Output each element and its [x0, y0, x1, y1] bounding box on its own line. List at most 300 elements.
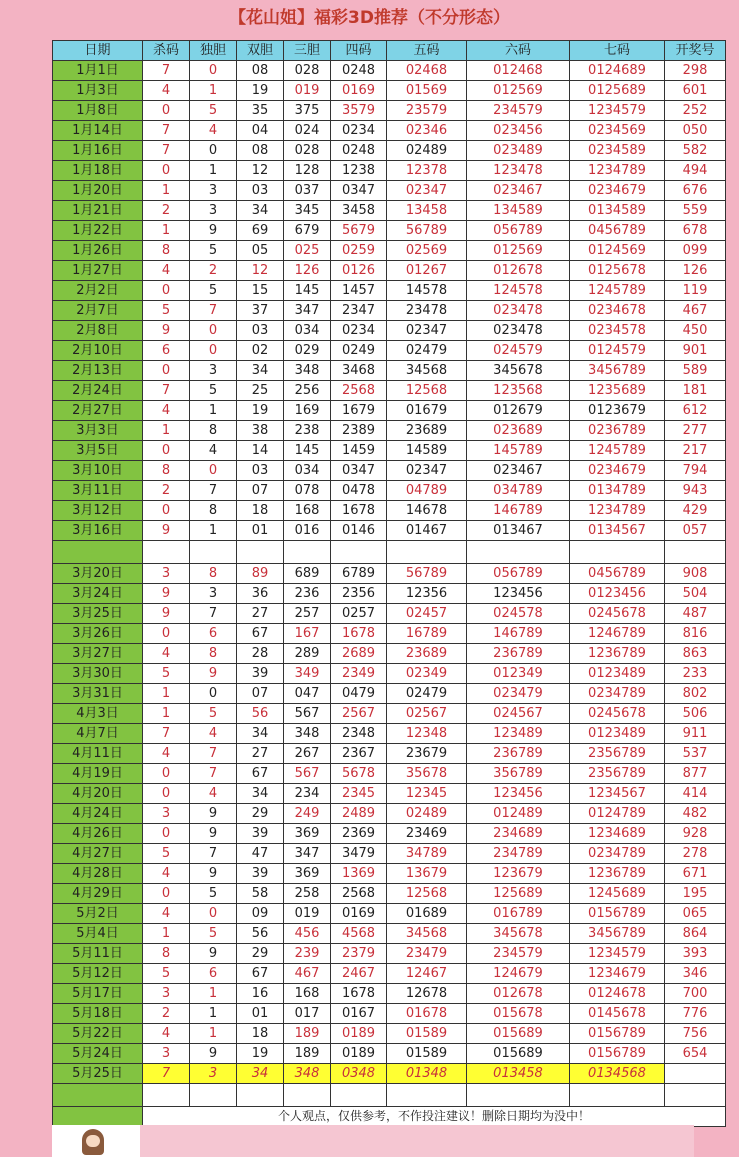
number-cell: 34	[237, 784, 284, 804]
blank-cell	[53, 1084, 143, 1107]
number-cell: 8	[190, 421, 237, 441]
number-cell: 756	[665, 1024, 726, 1044]
number-cell: 0	[143, 884, 190, 904]
number-cell: 257	[284, 604, 331, 624]
table-row	[53, 764, 726, 784]
number-cell: 450	[665, 321, 726, 341]
number-cell	[284, 541, 331, 564]
table-row	[53, 604, 726, 624]
number-cell: 7	[190, 604, 237, 624]
number-cell: 6	[190, 624, 237, 644]
number-cell: 1459	[331, 441, 387, 461]
number-cell: 58	[237, 884, 284, 904]
number-cell: 6	[143, 341, 190, 361]
number-cell: 676	[665, 181, 726, 201]
blank-cell	[467, 1084, 570, 1107]
number-cell: 1	[190, 521, 237, 541]
number-cell: 7	[190, 844, 237, 864]
number-cell: 0125678	[570, 261, 665, 281]
number-cell: 123478	[467, 161, 570, 181]
number-cell: 559	[665, 201, 726, 221]
number-cell: 34568	[387, 361, 467, 381]
table-row	[53, 501, 726, 521]
number-cell: 12356	[387, 584, 467, 604]
number-cell: 14678	[387, 501, 467, 521]
number-cell: 019	[284, 904, 331, 924]
number-cell: 1246789	[570, 624, 665, 644]
number-cell: 01	[237, 521, 284, 541]
date-cell: 3月26日	[53, 624, 143, 644]
number-cell: 4	[143, 644, 190, 664]
number-cell: 7	[143, 381, 190, 401]
number-cell: 654	[665, 1044, 726, 1064]
number-cell: 9	[190, 944, 237, 964]
note-row	[53, 1107, 726, 1127]
number-cell: 0	[143, 764, 190, 784]
number-cell: 369	[284, 864, 331, 884]
number-cell: 02	[237, 341, 284, 361]
number-cell: 123679	[467, 864, 570, 884]
table-row	[53, 181, 726, 201]
number-cell: 2567	[331, 704, 387, 724]
number-cell: 0145678	[570, 1004, 665, 1024]
date-cell: 4月20日	[53, 784, 143, 804]
number-cell: 1678	[331, 984, 387, 1004]
number-cell: 29	[237, 804, 284, 824]
number-cell: 6	[190, 964, 237, 984]
number-cell: 1	[143, 684, 190, 704]
number-cell: 4	[143, 864, 190, 884]
number-cell: 0	[143, 624, 190, 644]
table-row	[53, 141, 726, 161]
number-cell: 1	[190, 984, 237, 1004]
number-cell: 3	[190, 1064, 237, 1084]
number-cell: 23479	[387, 944, 467, 964]
number-cell	[467, 541, 570, 564]
table-row	[53, 541, 726, 564]
number-cell: 02567	[387, 704, 467, 724]
number-cell: 8	[143, 461, 190, 481]
number-cell: 234689	[467, 824, 570, 844]
number-cell: 25	[237, 381, 284, 401]
column-header: 三胆	[284, 41, 331, 61]
footer-strip	[52, 1125, 694, 1157]
number-cell: 02479	[387, 684, 467, 704]
number-cell: 0234569	[570, 121, 665, 141]
number-cell: 1245789	[570, 281, 665, 301]
column-header: 四码	[331, 41, 387, 61]
number-cell: 5	[190, 704, 237, 724]
number-cell: 802	[665, 684, 726, 704]
number-cell: 9	[190, 864, 237, 884]
avatar-face-icon	[86, 1135, 100, 1147]
number-cell: 012569	[467, 241, 570, 261]
number-cell: 7	[143, 61, 190, 81]
number-cell: 4	[143, 744, 190, 764]
number-cell: 0	[143, 784, 190, 804]
number-cell: 02479	[387, 341, 467, 361]
table-row	[53, 1064, 726, 1084]
number-cell: 1	[190, 1024, 237, 1044]
number-cell: 1234579	[570, 101, 665, 121]
number-cell: 195	[665, 884, 726, 904]
number-cell: 0156789	[570, 1044, 665, 1064]
number-cell: 375	[284, 101, 331, 121]
number-cell: 0	[190, 141, 237, 161]
number-cell: 23689	[387, 644, 467, 664]
number-cell: 023467	[467, 181, 570, 201]
number-cell: 012679	[467, 401, 570, 421]
number-cell: 023479	[467, 684, 570, 704]
number-cell: 123568	[467, 381, 570, 401]
table-row	[53, 864, 726, 884]
number-cell: 5	[190, 241, 237, 261]
number-cell: 0124579	[570, 341, 665, 361]
number-cell: 345678	[467, 361, 570, 381]
number-cell: 12	[237, 261, 284, 281]
number-cell: 015689	[467, 1044, 570, 1064]
number-cell: 1679	[331, 401, 387, 421]
number-cell: 34	[237, 361, 284, 381]
table-row	[53, 321, 726, 341]
table-row	[53, 704, 726, 724]
number-cell: 05	[237, 241, 284, 261]
table-row	[53, 261, 726, 281]
number-cell: 0	[190, 461, 237, 481]
number-cell: 4	[190, 724, 237, 744]
number-cell: 1234789	[570, 501, 665, 521]
number-cell: 12348	[387, 724, 467, 744]
number-cell: 0	[190, 341, 237, 361]
number-cell: 13679	[387, 864, 467, 884]
table-row	[53, 441, 726, 461]
number-cell: 01589	[387, 1044, 467, 1064]
number-cell: 3	[143, 1044, 190, 1064]
number-cell: 2568	[331, 884, 387, 904]
number-cell: 3	[143, 804, 190, 824]
number-cell: 0124689	[570, 61, 665, 81]
number-cell	[665, 541, 726, 564]
table-row	[53, 724, 726, 744]
table-row	[53, 201, 726, 221]
number-cell: 1	[190, 81, 237, 101]
table-row	[53, 924, 726, 944]
number-cell: 8	[143, 944, 190, 964]
date-cell: 3月11日	[53, 481, 143, 501]
number-cell: 0	[190, 61, 237, 81]
number-cell: 0169	[331, 81, 387, 101]
number-cell: 1234567	[570, 784, 665, 804]
number-cell: 0234679	[570, 181, 665, 201]
number-cell: 6789	[331, 564, 387, 584]
number-cell: 0348	[331, 1064, 387, 1084]
number-cell: 2369	[331, 824, 387, 844]
number-cell: 9	[190, 824, 237, 844]
number-cell: 023489	[467, 141, 570, 161]
number-cell: 2356789	[570, 744, 665, 764]
date-cell: 1月20日	[53, 181, 143, 201]
number-cell: 537	[665, 744, 726, 764]
number-cell: 0478	[331, 481, 387, 501]
number-cell: 013458	[467, 1064, 570, 1084]
number-cell: 234789	[467, 844, 570, 864]
date-cell: 5月17日	[53, 984, 143, 1004]
number-cell: 9	[143, 584, 190, 604]
number-cell: 34568	[387, 924, 467, 944]
number-cell: 01569	[387, 81, 467, 101]
date-cell: 3月20日	[53, 564, 143, 584]
number-cell: 816	[665, 624, 726, 644]
number-cell: 03	[237, 461, 284, 481]
number-cell: 016789	[467, 904, 570, 924]
number-cell: 07	[237, 684, 284, 704]
number-cell: 7	[143, 141, 190, 161]
number-cell: 5	[143, 844, 190, 864]
table-row	[53, 904, 726, 924]
number-cell: 08	[237, 61, 284, 81]
table-row	[53, 964, 726, 984]
number-cell: 013467	[467, 521, 570, 541]
number-cell: 02569	[387, 241, 467, 261]
number-cell: 2349	[331, 664, 387, 684]
number-cell: 02346	[387, 121, 467, 141]
date-cell: 3月25日	[53, 604, 143, 624]
number-cell: 7	[190, 764, 237, 784]
number-cell: 4	[143, 1024, 190, 1044]
number-cell: 2345	[331, 784, 387, 804]
number-cell: 02347	[387, 321, 467, 341]
number-cell: 14589	[387, 441, 467, 461]
number-cell: 1	[143, 704, 190, 724]
number-cell: 47	[237, 844, 284, 864]
number-cell: 504	[665, 584, 726, 604]
number-cell: 0126	[331, 261, 387, 281]
number-cell: 236789	[467, 744, 570, 764]
table-row	[53, 1044, 726, 1064]
date-cell: 1月26日	[53, 241, 143, 261]
number-cell: 07	[237, 481, 284, 501]
table-row	[53, 784, 726, 804]
number-cell: 12467	[387, 964, 467, 984]
number-cell: 356789	[467, 764, 570, 784]
number-cell: 23579	[387, 101, 467, 121]
table-row	[53, 1024, 726, 1044]
table-row	[53, 884, 726, 904]
number-cell: 01689	[387, 904, 467, 924]
number-cell: 482	[665, 804, 726, 824]
note-date-cell	[53, 1107, 143, 1127]
number-cell: 671	[665, 864, 726, 884]
number-cell: 1	[190, 161, 237, 181]
number-cell: 0245678	[570, 704, 665, 724]
number-cell: 0248	[331, 141, 387, 161]
number-cell: 234579	[467, 944, 570, 964]
blank-row	[53, 1084, 726, 1107]
number-cell: 012489	[467, 804, 570, 824]
number-cell: 56789	[387, 221, 467, 241]
number-cell: 9	[143, 321, 190, 341]
date-cell: 3月3日	[53, 421, 143, 441]
number-cell: 03	[237, 321, 284, 341]
number-cell: 252	[665, 101, 726, 121]
number-cell: 7	[143, 724, 190, 744]
number-cell: 9	[190, 221, 237, 241]
number-cell: 429	[665, 501, 726, 521]
number-cell: 2	[143, 481, 190, 501]
number-cell: 908	[665, 564, 726, 584]
number-cell: 0123679	[570, 401, 665, 421]
number-cell: 3	[190, 361, 237, 381]
number-cell: 67	[237, 964, 284, 984]
number-cell: 0	[190, 321, 237, 341]
number-cell: 349	[284, 664, 331, 684]
number-cell: 9	[143, 521, 190, 541]
number-cell: 414	[665, 784, 726, 804]
number-cell: 019	[284, 81, 331, 101]
number-cell: 12345	[387, 784, 467, 804]
number-cell: 1234679	[570, 964, 665, 984]
number-cell: 298	[665, 61, 726, 81]
number-cell: 582	[665, 141, 726, 161]
number-cell: 35	[237, 101, 284, 121]
table-row	[53, 281, 726, 301]
number-cell: 12378	[387, 161, 467, 181]
table-row	[53, 844, 726, 864]
number-cell: 877	[665, 764, 726, 784]
number-cell: 612	[665, 401, 726, 421]
column-header: 五码	[387, 41, 467, 61]
number-cell: 35678	[387, 764, 467, 784]
number-cell: 12568	[387, 884, 467, 904]
number-cell: 056789	[467, 564, 570, 584]
number-cell: 4	[190, 441, 237, 461]
date-cell: 4月29日	[53, 884, 143, 904]
number-cell: 1236789	[570, 864, 665, 884]
number-cell: 9	[190, 1044, 237, 1064]
number-cell: 901	[665, 341, 726, 361]
number-cell: 0	[190, 904, 237, 924]
table-row	[53, 984, 726, 1004]
number-cell: 169	[284, 401, 331, 421]
number-cell: 5	[143, 664, 190, 684]
blank-cell	[284, 1084, 331, 1107]
number-cell: 943	[665, 481, 726, 501]
number-cell: 0236789	[570, 421, 665, 441]
table-row	[53, 824, 726, 844]
number-cell: 1234789	[570, 161, 665, 181]
number-cell: 0234	[331, 121, 387, 141]
number-cell: 369	[284, 824, 331, 844]
number-cell: 38	[237, 421, 284, 441]
number-cell: 2689	[331, 644, 387, 664]
date-cell: 1月22日	[53, 221, 143, 241]
number-cell: 145	[284, 441, 331, 461]
date-cell: 4月19日	[53, 764, 143, 784]
number-cell: 3456789	[570, 361, 665, 381]
number-cell: 28	[237, 644, 284, 664]
number-cell: 01678	[387, 1004, 467, 1024]
number-cell: 5	[190, 381, 237, 401]
number-cell: 23689	[387, 421, 467, 441]
number-cell: 0124789	[570, 804, 665, 824]
number-cell: 16789	[387, 624, 467, 644]
number-cell: 0234578	[570, 321, 665, 341]
number-cell: 0347	[331, 181, 387, 201]
number-cell: 467	[284, 964, 331, 984]
table-row	[53, 101, 726, 121]
number-cell: 012678	[467, 984, 570, 1004]
table-row	[53, 161, 726, 181]
number-cell: 2356789	[570, 764, 665, 784]
date-cell: 5月24日	[53, 1044, 143, 1064]
number-cell: 348	[284, 1064, 331, 1084]
number-cell: 065	[665, 904, 726, 924]
number-cell: 234	[284, 784, 331, 804]
number-cell: 012349	[467, 664, 570, 684]
date-cell: 5月18日	[53, 1004, 143, 1024]
date-cell: 1月27日	[53, 261, 143, 281]
column-header: 六码	[467, 41, 570, 61]
number-cell: 123456	[467, 584, 570, 604]
number-cell: 146789	[467, 501, 570, 521]
number-cell: 289	[284, 644, 331, 664]
number-cell: 0146	[331, 521, 387, 541]
number-cell: 0234679	[570, 461, 665, 481]
number-cell: 393	[665, 944, 726, 964]
number-cell: 5	[190, 281, 237, 301]
number-cell: 567	[284, 704, 331, 724]
date-cell: 1月1日	[53, 61, 143, 81]
number-cell: 034	[284, 321, 331, 341]
number-cell: 689	[284, 564, 331, 584]
number-cell: 024578	[467, 604, 570, 624]
number-cell: 8	[190, 644, 237, 664]
number-cell: 0	[143, 161, 190, 181]
number-cell: 8	[143, 241, 190, 261]
number-cell: 678	[665, 221, 726, 241]
number-cell: 02347	[387, 461, 467, 481]
number-cell: 2379	[331, 944, 387, 964]
footer-pink-band	[140, 1125, 694, 1157]
number-cell: 124578	[467, 281, 570, 301]
number-cell: 078	[284, 481, 331, 501]
number-cell: 0134789	[570, 481, 665, 501]
date-cell: 5月2日	[53, 904, 143, 924]
number-cell: 1	[143, 421, 190, 441]
number-cell: 0	[143, 281, 190, 301]
table-row	[53, 301, 726, 321]
number-cell: 5	[143, 964, 190, 984]
date-cell: 2月7日	[53, 301, 143, 321]
number-cell: 0	[143, 441, 190, 461]
date-cell: 3月31日	[53, 684, 143, 704]
number-cell: 0234789	[570, 684, 665, 704]
table-row	[53, 461, 726, 481]
date-cell: 1月18日	[53, 161, 143, 181]
number-cell: 0124569	[570, 241, 665, 261]
table-row	[53, 361, 726, 381]
number-cell: 239	[284, 944, 331, 964]
number-cell	[143, 541, 190, 564]
number-cell: 2347	[331, 301, 387, 321]
number-cell: 19	[237, 81, 284, 101]
number-cell: 34789	[387, 844, 467, 864]
number-cell: 023478	[467, 301, 570, 321]
number-cell: 14578	[387, 281, 467, 301]
number-cell: 03	[237, 181, 284, 201]
number-cell: 037	[284, 181, 331, 201]
number-cell: 0249	[331, 341, 387, 361]
